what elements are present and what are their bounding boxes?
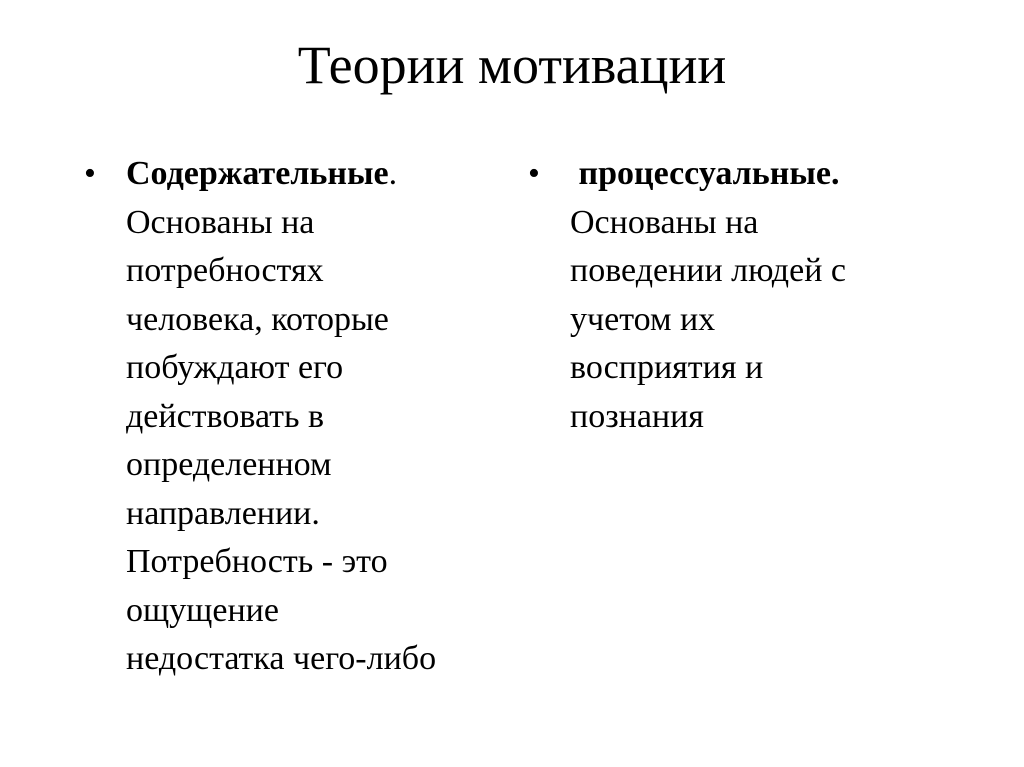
- bullet-icon: •: [84, 155, 96, 192]
- left-text-line: недостатка чего-либо: [126, 640, 437, 677]
- left-text-line: побуждают его: [126, 349, 344, 386]
- left-text-line: потребностях: [126, 252, 324, 289]
- left-text-line: направлении.: [126, 494, 320, 532]
- left-text-line: человека, которые: [126, 300, 389, 338]
- bullet-icon: •: [528, 155, 540, 192]
- left-text-line: определенном: [126, 446, 332, 483]
- right-text-line: Основаны на: [570, 203, 759, 241]
- right-text-line: учетом их: [570, 300, 716, 338]
- right-text-line: восприятия и: [570, 349, 764, 386]
- left-text-line: Основаны на: [126, 203, 315, 241]
- right-text-line: познания: [570, 397, 704, 435]
- right-heading-line: [570, 150, 950, 199]
- slide-title: Теории мотивации: [297, 35, 727, 95]
- right-text-line: поведении людей с: [570, 252, 846, 289]
- left-text-line: Потребность - это: [126, 543, 388, 580]
- left-heading: Содержательные: [126, 155, 389, 192]
- left-heading-line: [126, 150, 506, 199]
- left-heading-suffix: .: [388, 155, 398, 192]
- right-heading: процессуальные.: [570, 155, 840, 192]
- left-text-line: ощущение: [126, 591, 279, 629]
- left-bullet-text: [126, 150, 506, 684]
- right-bullet-text: [570, 150, 950, 441]
- left-text-line: действовать в: [126, 397, 325, 435]
